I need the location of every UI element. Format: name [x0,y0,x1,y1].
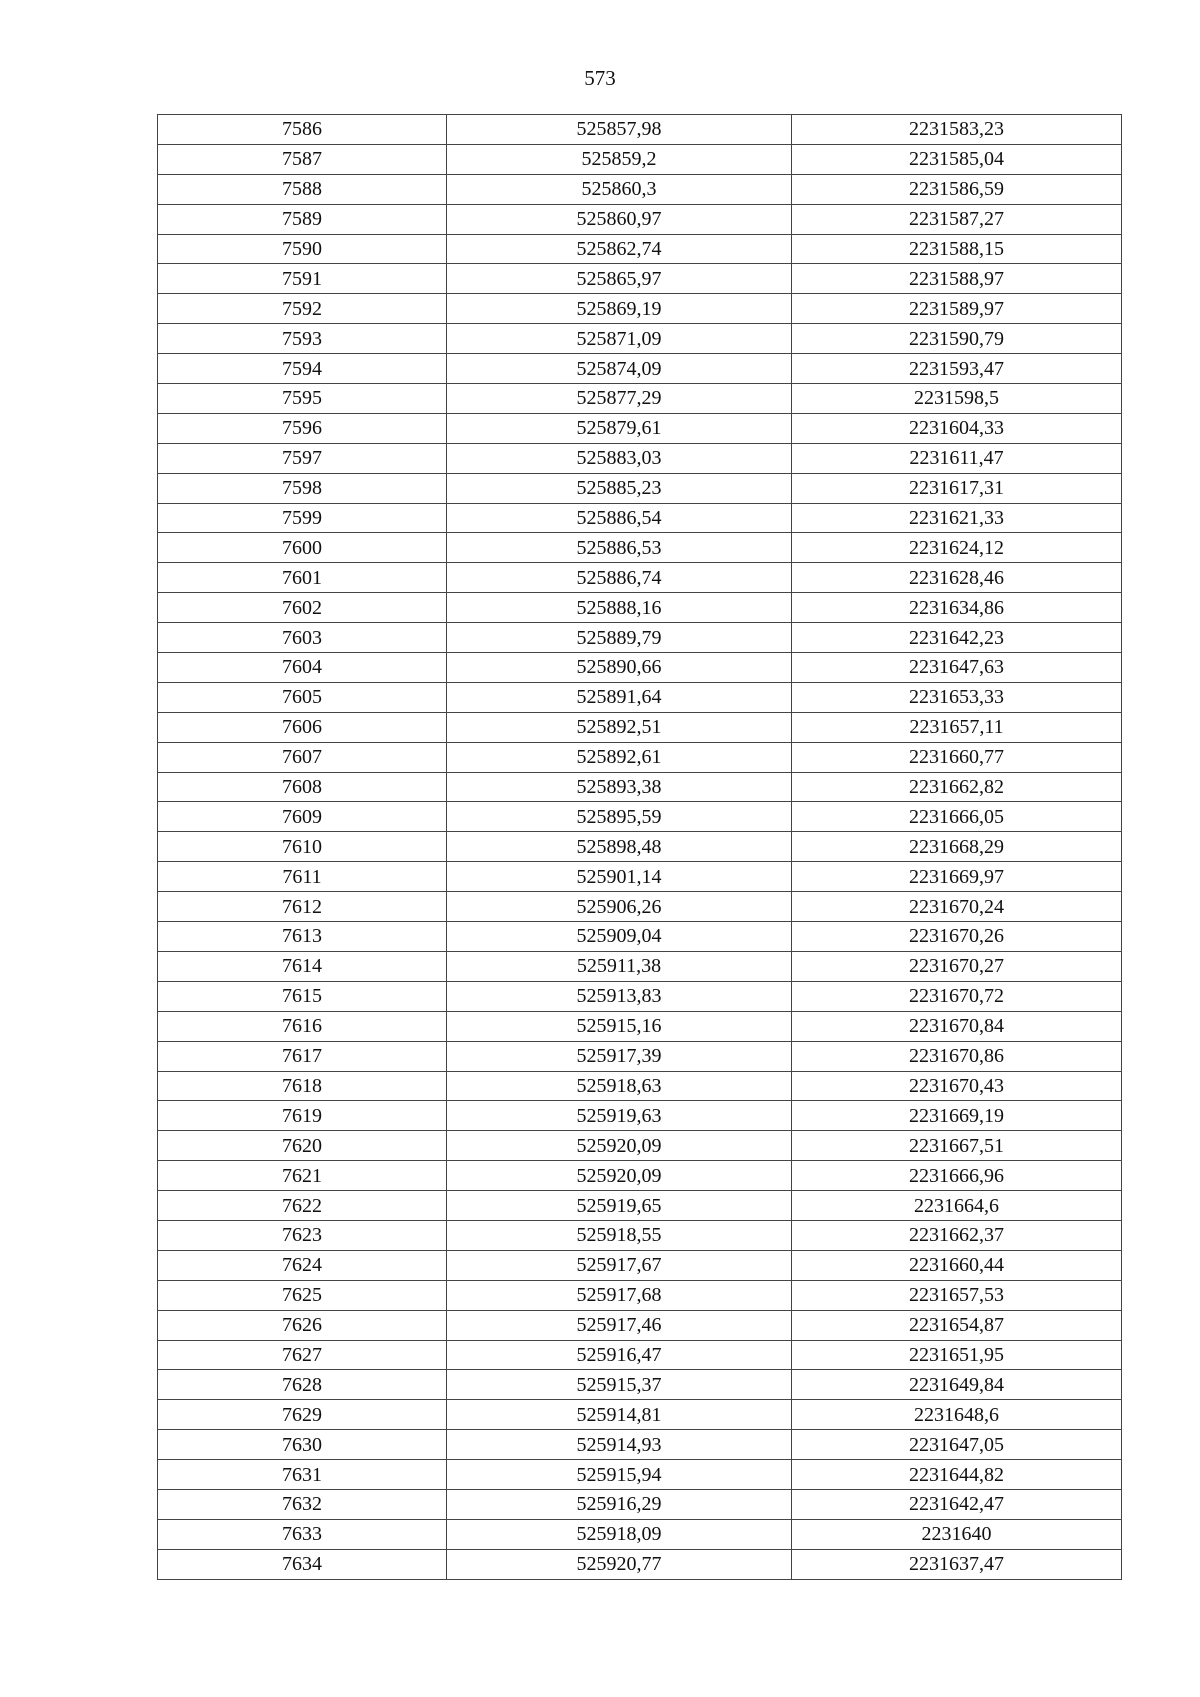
table-row [158,503,1122,533]
table-row [158,951,1122,981]
y-coordinate-cell: 2231657,11 [792,712,1122,742]
x-coordinate-cell: 525916,47 [447,1340,792,1370]
point-number-cell: 7630 [158,1430,447,1460]
y-coordinate-cell: 2231668,29 [792,832,1122,862]
point-number-cell: 7616 [158,1011,447,1041]
x-coordinate-cell: 525914,93 [447,1430,792,1460]
y-coordinate-cell: 2231642,47 [792,1489,1122,1519]
x-coordinate-cell: 525919,65 [447,1191,792,1221]
y-coordinate-cell: 2231670,43 [792,1071,1122,1101]
x-coordinate-cell: 525917,68 [447,1280,792,1310]
x-coordinate-cell: 525865,97 [447,264,792,294]
y-coordinate-cell: 2231611,47 [792,443,1122,473]
y-coordinate-cell: 2231666,96 [792,1161,1122,1191]
point-number-cell: 7590 [158,234,447,264]
table-row [158,1280,1122,1310]
table-row [158,1041,1122,1071]
point-number-cell: 7634 [158,1549,447,1579]
point-number-cell: 7617 [158,1041,447,1071]
point-number-cell: 7620 [158,1131,447,1161]
table-row [158,1489,1122,1519]
x-coordinate-cell: 525857,98 [447,115,792,145]
table-row [158,144,1122,174]
y-coordinate-cell: 2231640 [792,1519,1122,1549]
point-number-cell: 7608 [158,772,447,802]
table-row [158,1370,1122,1400]
table-row [158,264,1122,294]
point-number-cell: 7596 [158,413,447,443]
point-number-cell: 7603 [158,623,447,653]
table-row [158,1131,1122,1161]
table-row [158,204,1122,234]
y-coordinate-cell: 2231670,84 [792,1011,1122,1041]
table-row [158,1071,1122,1101]
x-coordinate-cell: 525918,09 [447,1519,792,1549]
table-row [158,413,1122,443]
y-coordinate-cell: 2231662,37 [792,1220,1122,1250]
x-coordinate-cell: 525909,04 [447,922,792,952]
table-row [158,922,1122,952]
table-row [158,1161,1122,1191]
point-number-cell: 7611 [158,862,447,892]
y-coordinate-cell: 2231587,27 [792,204,1122,234]
table-row [158,623,1122,653]
point-number-cell: 7597 [158,443,447,473]
y-coordinate-cell: 2231657,53 [792,1280,1122,1310]
point-number-cell: 7606 [158,712,447,742]
y-coordinate-cell: 2231598,5 [792,384,1122,414]
y-coordinate-cell: 2231654,87 [792,1310,1122,1340]
y-coordinate-cell: 2231634,86 [792,593,1122,623]
point-number-cell: 7609 [158,802,447,832]
y-coordinate-cell: 2231628,46 [792,563,1122,593]
point-number-cell: 7629 [158,1400,447,1430]
y-coordinate-cell: 2231670,26 [792,922,1122,952]
x-coordinate-cell: 525892,61 [447,742,792,772]
y-coordinate-cell: 2231670,27 [792,951,1122,981]
x-coordinate-cell: 525915,94 [447,1460,792,1490]
y-coordinate-cell: 2231637,47 [792,1549,1122,1579]
x-coordinate-cell: 525918,55 [447,1220,792,1250]
x-coordinate-cell: 525917,39 [447,1041,792,1071]
y-coordinate-cell: 2231647,05 [792,1430,1122,1460]
point-number-cell: 7599 [158,503,447,533]
y-coordinate-cell: 2231670,24 [792,892,1122,922]
point-number-cell: 7622 [158,1191,447,1221]
y-coordinate-cell: 2231662,82 [792,772,1122,802]
point-number-cell: 7598 [158,473,447,503]
x-coordinate-cell: 525918,63 [447,1071,792,1101]
y-coordinate-cell: 2231617,31 [792,473,1122,503]
point-number-cell: 7614 [158,951,447,981]
y-coordinate-cell: 2231667,51 [792,1131,1122,1161]
table-row [158,832,1122,862]
table-row [158,802,1122,832]
x-coordinate-cell: 525860,97 [447,204,792,234]
y-coordinate-cell: 2231588,97 [792,264,1122,294]
point-number-cell: 7591 [158,264,447,294]
point-number-cell: 7612 [158,892,447,922]
y-coordinate-cell: 2231649,84 [792,1370,1122,1400]
point-number-cell: 7601 [158,563,447,593]
y-coordinate-cell: 2231670,72 [792,981,1122,1011]
point-number-cell: 7587 [158,144,447,174]
x-coordinate-cell: 525886,53 [447,533,792,563]
point-number-cell: 7618 [158,1071,447,1101]
point-number-cell: 7624 [158,1250,447,1280]
point-number-cell: 7593 [158,324,447,354]
point-number-cell: 7627 [158,1340,447,1370]
table-row [158,294,1122,324]
y-coordinate-cell: 2231660,44 [792,1250,1122,1280]
x-coordinate-cell: 525916,29 [447,1489,792,1519]
table-row [158,1340,1122,1370]
x-coordinate-cell: 525888,16 [447,593,792,623]
point-number-cell: 7633 [158,1519,447,1549]
y-coordinate-cell: 2231593,47 [792,354,1122,384]
table-row [158,1101,1122,1131]
x-coordinate-cell: 525860,3 [447,174,792,204]
y-coordinate-cell: 2231670,86 [792,1041,1122,1071]
table-row [158,563,1122,593]
y-coordinate-cell: 2231589,97 [792,294,1122,324]
table-row [158,712,1122,742]
y-coordinate-cell: 2231621,33 [792,503,1122,533]
point-number-cell: 7628 [158,1370,447,1400]
coordinates-table-body [158,115,1122,1580]
y-coordinate-cell: 2231669,19 [792,1101,1122,1131]
point-number-cell: 7600 [158,533,447,563]
x-coordinate-cell: 525901,14 [447,862,792,892]
point-number-cell: 7595 [158,384,447,414]
y-coordinate-cell: 2231647,63 [792,653,1122,683]
table-row [158,981,1122,1011]
point-number-cell: 7626 [158,1310,447,1340]
table-row [158,1400,1122,1430]
point-number-cell: 7588 [158,174,447,204]
table-row [158,1460,1122,1490]
table-row [158,115,1122,145]
table-row [158,653,1122,683]
table-row [158,862,1122,892]
point-number-cell: 7615 [158,981,447,1011]
point-number-cell: 7621 [158,1161,447,1191]
table-row [158,772,1122,802]
y-coordinate-cell: 2231642,23 [792,623,1122,653]
x-coordinate-cell: 525914,81 [447,1400,792,1430]
x-coordinate-cell: 525889,79 [447,623,792,653]
table-row [158,742,1122,772]
y-coordinate-cell: 2231604,33 [792,413,1122,443]
x-coordinate-cell: 525913,83 [447,981,792,1011]
point-number-cell: 7589 [158,204,447,234]
table-row [158,174,1122,204]
point-number-cell: 7607 [158,742,447,772]
y-coordinate-cell: 2231648,6 [792,1400,1122,1430]
x-coordinate-cell: 525915,16 [447,1011,792,1041]
point-number-cell: 7631 [158,1460,447,1490]
x-coordinate-cell: 525862,74 [447,234,792,264]
table-row [158,1549,1122,1579]
y-coordinate-cell: 2231583,23 [792,115,1122,145]
y-coordinate-cell: 2231644,82 [792,1460,1122,1490]
point-number-cell: 7602 [158,593,447,623]
table-row [158,1011,1122,1041]
table-row [158,1250,1122,1280]
point-number-cell: 7625 [158,1280,447,1310]
x-coordinate-cell: 525920,09 [447,1131,792,1161]
x-coordinate-cell: 525920,09 [447,1161,792,1191]
y-coordinate-cell: 2231588,15 [792,234,1122,264]
table-row [158,892,1122,922]
table-row [158,1430,1122,1460]
y-coordinate-cell: 2231653,33 [792,682,1122,712]
table-row [158,234,1122,264]
table-row [158,1310,1122,1340]
point-number-cell: 7613 [158,922,447,952]
point-number-cell: 7594 [158,354,447,384]
x-coordinate-cell: 525917,46 [447,1310,792,1340]
x-coordinate-cell: 525917,67 [447,1250,792,1280]
y-coordinate-cell: 2231664,6 [792,1191,1122,1221]
x-coordinate-cell: 525874,09 [447,354,792,384]
x-coordinate-cell: 525898,48 [447,832,792,862]
x-coordinate-cell: 525879,61 [447,413,792,443]
table-row [158,324,1122,354]
x-coordinate-cell: 525869,19 [447,294,792,324]
table-row [158,473,1122,503]
point-number-cell: 7605 [158,682,447,712]
point-number-cell: 7592 [158,294,447,324]
point-number-cell: 7586 [158,115,447,145]
x-coordinate-cell: 525895,59 [447,802,792,832]
point-number-cell: 7604 [158,653,447,683]
page-number: 573 [584,66,616,90]
x-coordinate-cell: 525886,54 [447,503,792,533]
x-coordinate-cell: 525871,09 [447,324,792,354]
x-coordinate-cell: 525919,63 [447,1101,792,1131]
y-coordinate-cell: 2231666,05 [792,802,1122,832]
x-coordinate-cell: 525915,37 [447,1370,792,1400]
table-row [158,593,1122,623]
table-row [158,384,1122,414]
x-coordinate-cell: 525911,38 [447,951,792,981]
x-coordinate-cell: 525920,77 [447,1549,792,1579]
point-number-cell: 7619 [158,1101,447,1131]
point-number-cell: 7632 [158,1489,447,1519]
x-coordinate-cell: 525906,26 [447,892,792,922]
y-coordinate-cell: 2231660,77 [792,742,1122,772]
x-coordinate-cell: 525891,64 [447,682,792,712]
table-row [158,443,1122,473]
table-row [158,1519,1122,1549]
point-number-cell: 7610 [158,832,447,862]
x-coordinate-cell: 525883,03 [447,443,792,473]
x-coordinate-cell: 525877,29 [447,384,792,414]
y-coordinate-cell: 2231669,97 [792,862,1122,892]
y-coordinate-cell: 2231590,79 [792,324,1122,354]
y-coordinate-cell: 2231624,12 [792,533,1122,563]
y-coordinate-cell: 2231586,59 [792,174,1122,204]
table-row [158,1220,1122,1250]
y-coordinate-cell: 2231585,04 [792,144,1122,174]
x-coordinate-cell: 525893,38 [447,772,792,802]
x-coordinate-cell: 525859,2 [447,144,792,174]
x-coordinate-cell: 525890,66 [447,653,792,683]
y-coordinate-cell: 2231651,95 [792,1340,1122,1370]
x-coordinate-cell: 525892,51 [447,712,792,742]
table-row [158,682,1122,712]
coordinates-table [157,114,1122,1580]
x-coordinate-cell: 525885,23 [447,473,792,503]
point-number-cell: 7623 [158,1220,447,1250]
table-row [158,1191,1122,1221]
table-row [158,533,1122,563]
table-row [158,354,1122,384]
x-coordinate-cell: 525886,74 [447,563,792,593]
